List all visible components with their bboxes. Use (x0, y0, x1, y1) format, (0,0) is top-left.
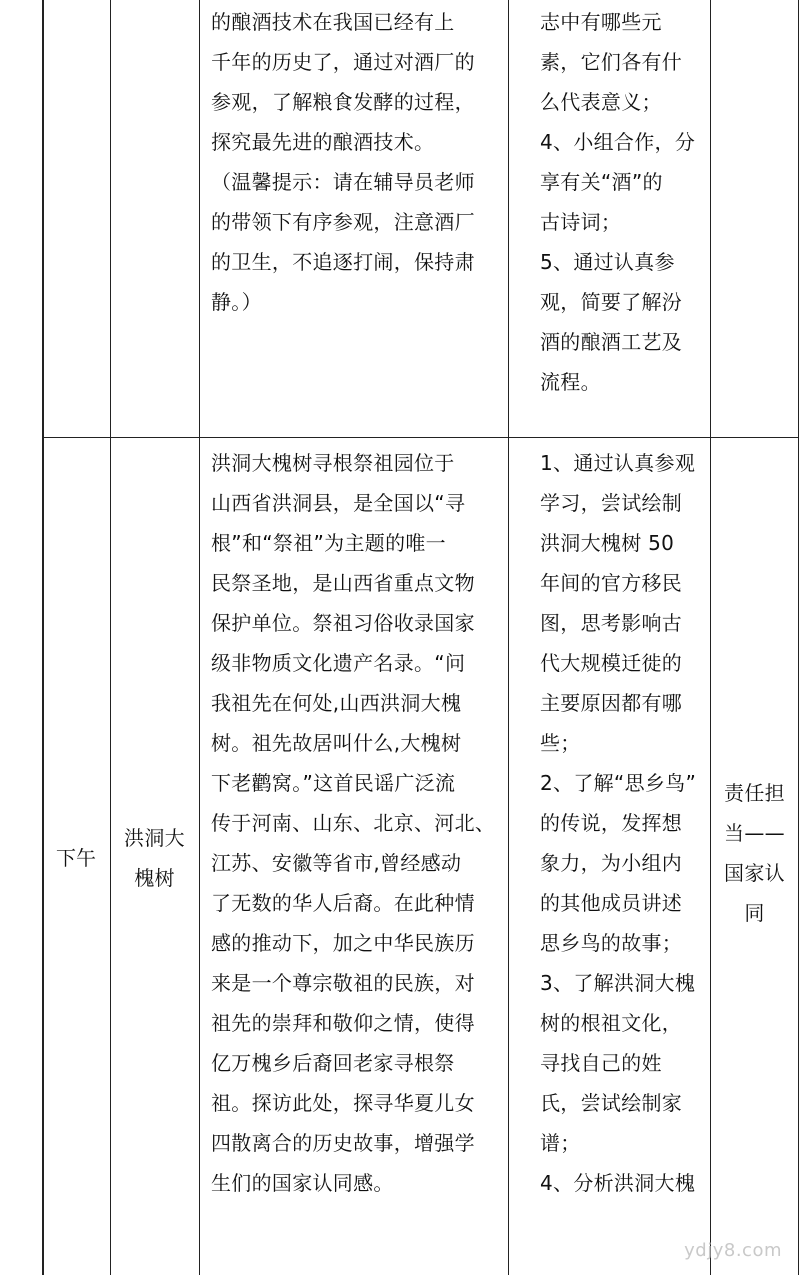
row1-tasks-text (540, 2, 695, 402)
text-line: 我祖先在何处,山西洪洞大槐 (211, 691, 462, 715)
task-line: 氏，尝试绘制家 (540, 1091, 683, 1115)
task-line: 洪洞大槐树 50 (540, 531, 675, 555)
task-line: 4、分析洪洞大槐 (540, 1171, 696, 1195)
task-line: 学习，尝试绘制 (540, 491, 683, 515)
task-line: 的其他成员讲述 (540, 891, 683, 915)
task-line: 3、了解洪洞大槐 (540, 971, 696, 995)
text-line: 祖。探访此处，探寻华夏儿女 (211, 1091, 475, 1115)
literacy-line: 当—— (724, 821, 785, 845)
row-divider (42, 437, 799, 438)
task-line: 5、通过认真参 (540, 250, 675, 274)
grid-line (710, 0, 711, 1275)
task-line: 年间的官方移民 (540, 571, 683, 595)
task-line: 么代表意义； (540, 90, 662, 114)
text-line: 的卫生，不追逐打闹，保持肃 (211, 250, 475, 274)
task-line: 享有关“酒”的 (540, 170, 663, 194)
text-line: 感的推动下，加之中华民族历 (211, 931, 475, 955)
watermark-text: ydjy8.com (684, 1240, 782, 1261)
text-line: 保护单位。祭祖习俗收录国家 (211, 611, 475, 635)
row2-place-text (110, 818, 199, 898)
task-line: 思乡鸟的故事； (540, 931, 683, 955)
text-line: 的酿酒技术在我国已经有上 (211, 10, 455, 34)
task-line: 谱； (540, 1131, 581, 1155)
task-line: 2、了解“思乡鸟” (540, 771, 697, 795)
text-line: 来是一个尊宗敬祖的民族，对 (211, 971, 475, 995)
text-line: 根”和“祭祖”为主题的唯一 (211, 531, 446, 555)
literacy-line: 责任担 (724, 781, 785, 805)
text-line: 静。） (211, 290, 262, 314)
task-line: 代大规模迁徙的 (540, 651, 683, 675)
row2-literacy-text (710, 773, 799, 933)
row2-time: 下午 (56, 846, 96, 870)
grid-line (508, 0, 509, 1275)
text-line: 山西省洪洞县，是全国以“寻 (211, 491, 466, 515)
task-line: 些； (540, 731, 581, 755)
task-line: 流程。 (540, 370, 601, 394)
place-line: 槐树 (134, 866, 175, 890)
text-line: 下老鹳窝。”这首民谣广泛流 (211, 771, 456, 795)
text-line: 树。祖先故居叫什么,大槐树 (211, 731, 462, 755)
text-line: 传于河南、山东、北京、河北、 (211, 811, 496, 835)
task-line: 酒的酿酒工艺及 (540, 330, 683, 354)
text-line: 的带领下有序参观，注意酒厂 (211, 210, 475, 234)
text-line: 亿万槐乡后裔回老家寻根祭 (211, 1051, 455, 1075)
task-line: 1、通过认真参观 (540, 451, 696, 475)
task-line: 的传说，发挥想 (540, 811, 683, 835)
grid-line (199, 0, 200, 1275)
text-line: 祖先的崇拜和敬仰之情，使得 (211, 1011, 475, 1035)
text-line: 参观，了解粮食发酵的过程， (211, 90, 475, 114)
text-line: 了无数的华人后裔。在此种情 (211, 891, 475, 915)
task-line: 4、小组合作，分 (540, 130, 696, 154)
text-line: 千年的历史了，通过对酒厂的 (211, 50, 475, 74)
task-line: 素，它们各有什 (540, 50, 683, 74)
literacy-line: 同 (744, 901, 765, 925)
text-line: 探究最先进的酿酒技术。 (211, 130, 435, 154)
task-line: 志中有哪些元 (540, 10, 662, 34)
row2-content-text (211, 443, 495, 1203)
place-line: 洪洞大 (124, 826, 185, 850)
text-line: 江苏、安徽等省市,曾经感动 (211, 851, 462, 875)
text-line: 洪洞大槐树寻根祭祖园位于 (211, 451, 455, 475)
task-line: 图，思考影响古 (540, 611, 683, 635)
row1-content-text (211, 2, 475, 322)
task-line: 古诗词； (540, 210, 622, 234)
literacy-line: 国家认 (724, 861, 785, 885)
task-line: 观，简要了解汾 (540, 290, 683, 314)
task-line: 主要原因都有哪 (540, 691, 683, 715)
grid-line (798, 0, 799, 1275)
text-line: 级非物质文化遗产名录。“问 (211, 651, 466, 675)
text-line: 民祭圣地，是山西省重点文物 (211, 571, 475, 595)
task-line: 象力，为小组内 (540, 851, 683, 875)
row2-tasks-text (540, 443, 696, 1203)
text-line: （温馨提示：请在辅导员老师 (211, 170, 475, 194)
grid-line (110, 0, 111, 1275)
grid-line (42, 0, 44, 1275)
task-line: 树的根祖文化， (540, 1011, 683, 1035)
text-line: 生们的国家认同感。 (211, 1171, 394, 1195)
text-line: 四散离合的历史故事，增强学 (211, 1131, 475, 1155)
task-line: 寻找自己的姓 (540, 1051, 662, 1075)
